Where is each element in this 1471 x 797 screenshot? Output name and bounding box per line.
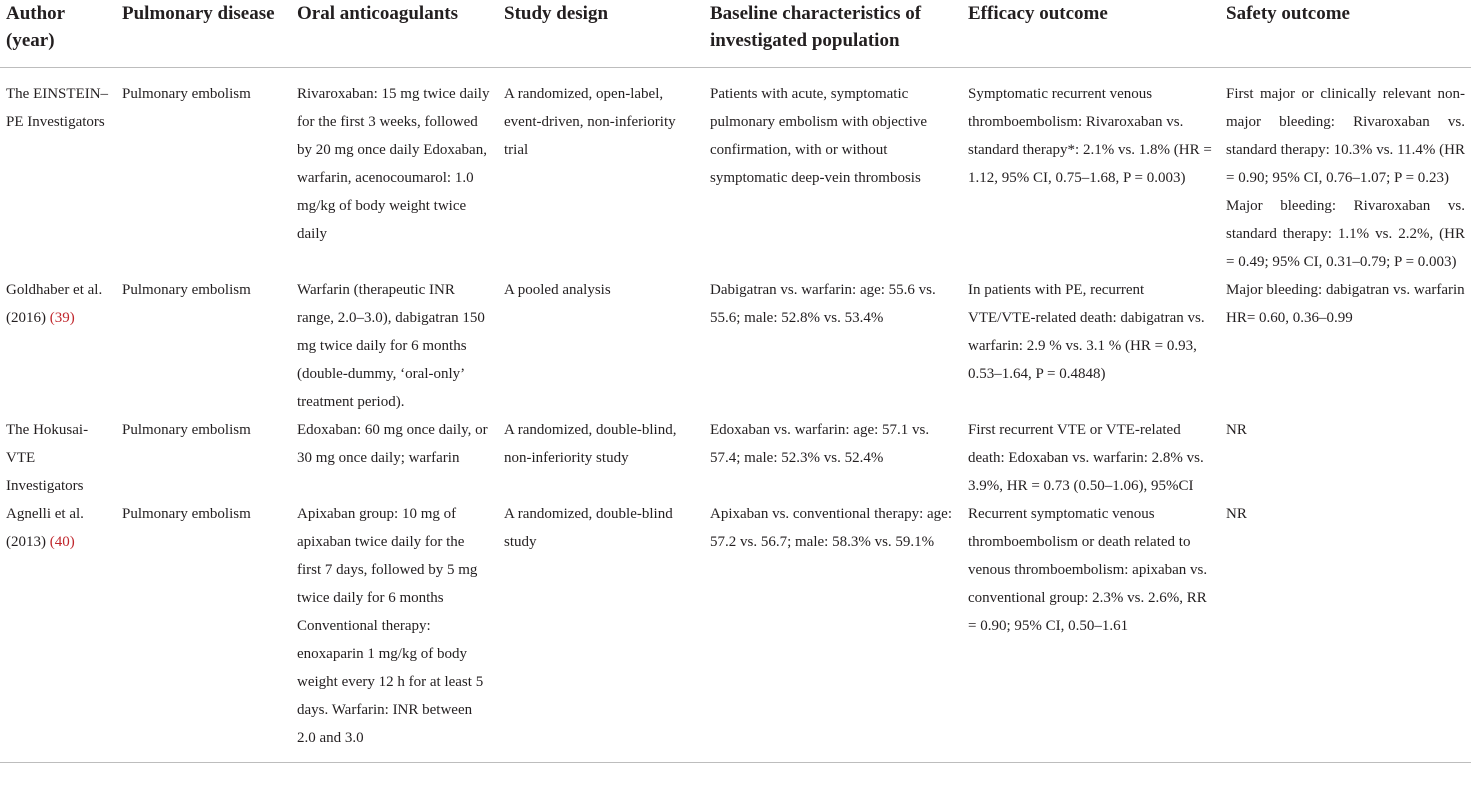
cell-disease: Pulmonary embolism: [122, 86, 251, 102]
table-row: [0, 68, 1471, 277]
safety-text: NR: [1226, 422, 1247, 438]
safety-text: NR: [1226, 506, 1247, 522]
cell-baseline: Dabigatran vs. warfarin: age: 55.6 vs. 55.6; male: 52.8% vs. 53.4%: [710, 282, 936, 326]
header-anticoagulants: Oral anticoagulants: [291, 0, 498, 68]
cell-disease: Pulmonary embolism: [116, 500, 291, 763]
cell-disease: Pulmonary embolism: [122, 422, 251, 438]
table-row: [0, 276, 1471, 416]
author-text: The Hokusai-VTE Investigators: [6, 422, 89, 494]
header-efficacy: Efficacy outcome: [962, 0, 1220, 68]
header-design: Study design: [498, 0, 704, 68]
cell-author: [0, 500, 116, 763]
cell-baseline: Patients with acute, symptomatic pulmonary embolism with objective confirmation, with or without symptomatic deep-vein thrombosis: [710, 86, 928, 186]
table-row: [0, 500, 1471, 763]
cell-safety: [1220, 276, 1471, 416]
cell-anticoagulants: Rivaroxaban: 15 mg twice daily for the first 3 weeks, followed by 20 mg once daily Edoxaban, warfarin, acenocoumarol: 1.0 mg/kg of body weight twice daily: [297, 86, 490, 242]
header-disease: Pulmonary disease: [116, 0, 291, 68]
cell-author: [0, 68, 116, 277]
cell-baseline: Apixaban vs. conventional therapy: age: 57.2 vs. 56.7; male: 58.3% vs. 59.1%: [704, 500, 962, 763]
cell-efficacy: In patients with PE, recurrent VTE/VTE-related death: dabigatran vs. warfarin: 2.9 % vs. 3.1 % (HR = 0.93, 0.53–1.64, P = 0.4848): [968, 282, 1205, 382]
cell-efficacy: First recurrent VTE or VTE-related death: Edoxaban vs. warfarin: 2.8% vs. 3.9%, HR = 0.73 (0.50–1.06), 95%CI: [968, 422, 1204, 494]
cell-anticoagulants: Warfarin (therapeutic INR range, 2.0–3.0), dabigatran 150 mg twice daily for 6 months (double-dummy, ‘oral-only’ treatment period).: [297, 282, 485, 410]
author-text: Goldhaber et al. (2016): [6, 282, 103, 326]
header-safety: Safety outcome: [1220, 0, 1471, 68]
safety-text-secondary: Major bleeding: Rivaroxaban vs. standard therapy: 1.1% vs. 2.2%, (HR = 0.49; 95% CI, 0.31–0.79; P = 0.003): [1226, 198, 1465, 270]
table-row: [0, 416, 1471, 500]
cell-author: [0, 276, 116, 416]
cell-anticoagulants: Edoxaban: 60 mg once daily, or 30 mg once daily; warfarin: [297, 422, 488, 466]
cell-efficacy: Symptomatic recurrent venous thromboembolism: Rivaroxaban vs. standard therapy*: 2.1% vs. 1.8% (HR = 1.12, 95% CI, 0.75–1.68, P = 0.003): [968, 86, 1212, 186]
cell-safety: [1220, 500, 1471, 763]
header-row: [0, 0, 1471, 68]
cell-baseline: Edoxaban vs. warfarin: age: 57.1 vs. 57.4; male: 52.3% vs. 52.4%: [710, 422, 930, 466]
author-text: The EINSTEIN–PE Investigators: [6, 86, 109, 130]
cell-author: [0, 416, 116, 500]
cell-design: A pooled analysis: [504, 282, 611, 298]
cell-anticoagulants: Apixaban group: 10 mg of apixaban twice daily for the first 7 days, followed by 5 mg twice daily for 6 months Conventional therapy: enoxaparin 1 mg/kg of body weight every 12 h for at least 5 days. Warfarin: INR between 2.0 and 3.0: [291, 500, 498, 763]
safety-text: Major bleeding: dabigatran vs. warfarin HR= 0.60, 0.36–0.99: [1226, 282, 1465, 326]
reference-link[interactable]: (40): [49, 534, 75, 550]
safety-text: First major or clinically relevant non-major bleeding: Rivaroxaban vs. standard therapy: 10.3% vs. 11.4% (HR = 0.90; 95% CI, 0.76–1.07; P = 0.23): [1226, 86, 1465, 186]
cell-disease: Pulmonary embolism: [122, 282, 251, 298]
cell-design: A randomized, open-label, event-driven, non-inferiority trial: [504, 86, 676, 158]
cell-design: A randomized, double-blind study: [498, 500, 704, 763]
cell-safety: [1220, 68, 1471, 277]
header-baseline: Baseline characteristics of investigated population: [704, 0, 962, 68]
cell-design: A randomized, double-blind, non-inferiority study: [504, 422, 677, 466]
cell-safety: [1220, 416, 1471, 500]
header-author: Author (year): [0, 0, 116, 68]
author-text: Agnelli et al. (2013): [6, 506, 84, 550]
cell-efficacy: Recurrent symptomatic venous thromboembolism or death related to venous thromboembolism: apixaban vs. conventional group: 2.3% vs. 2.6%, RR = 0.90; 95% CI, 0.50–1.61: [962, 500, 1220, 763]
reference-link[interactable]: (39): [49, 310, 75, 326]
